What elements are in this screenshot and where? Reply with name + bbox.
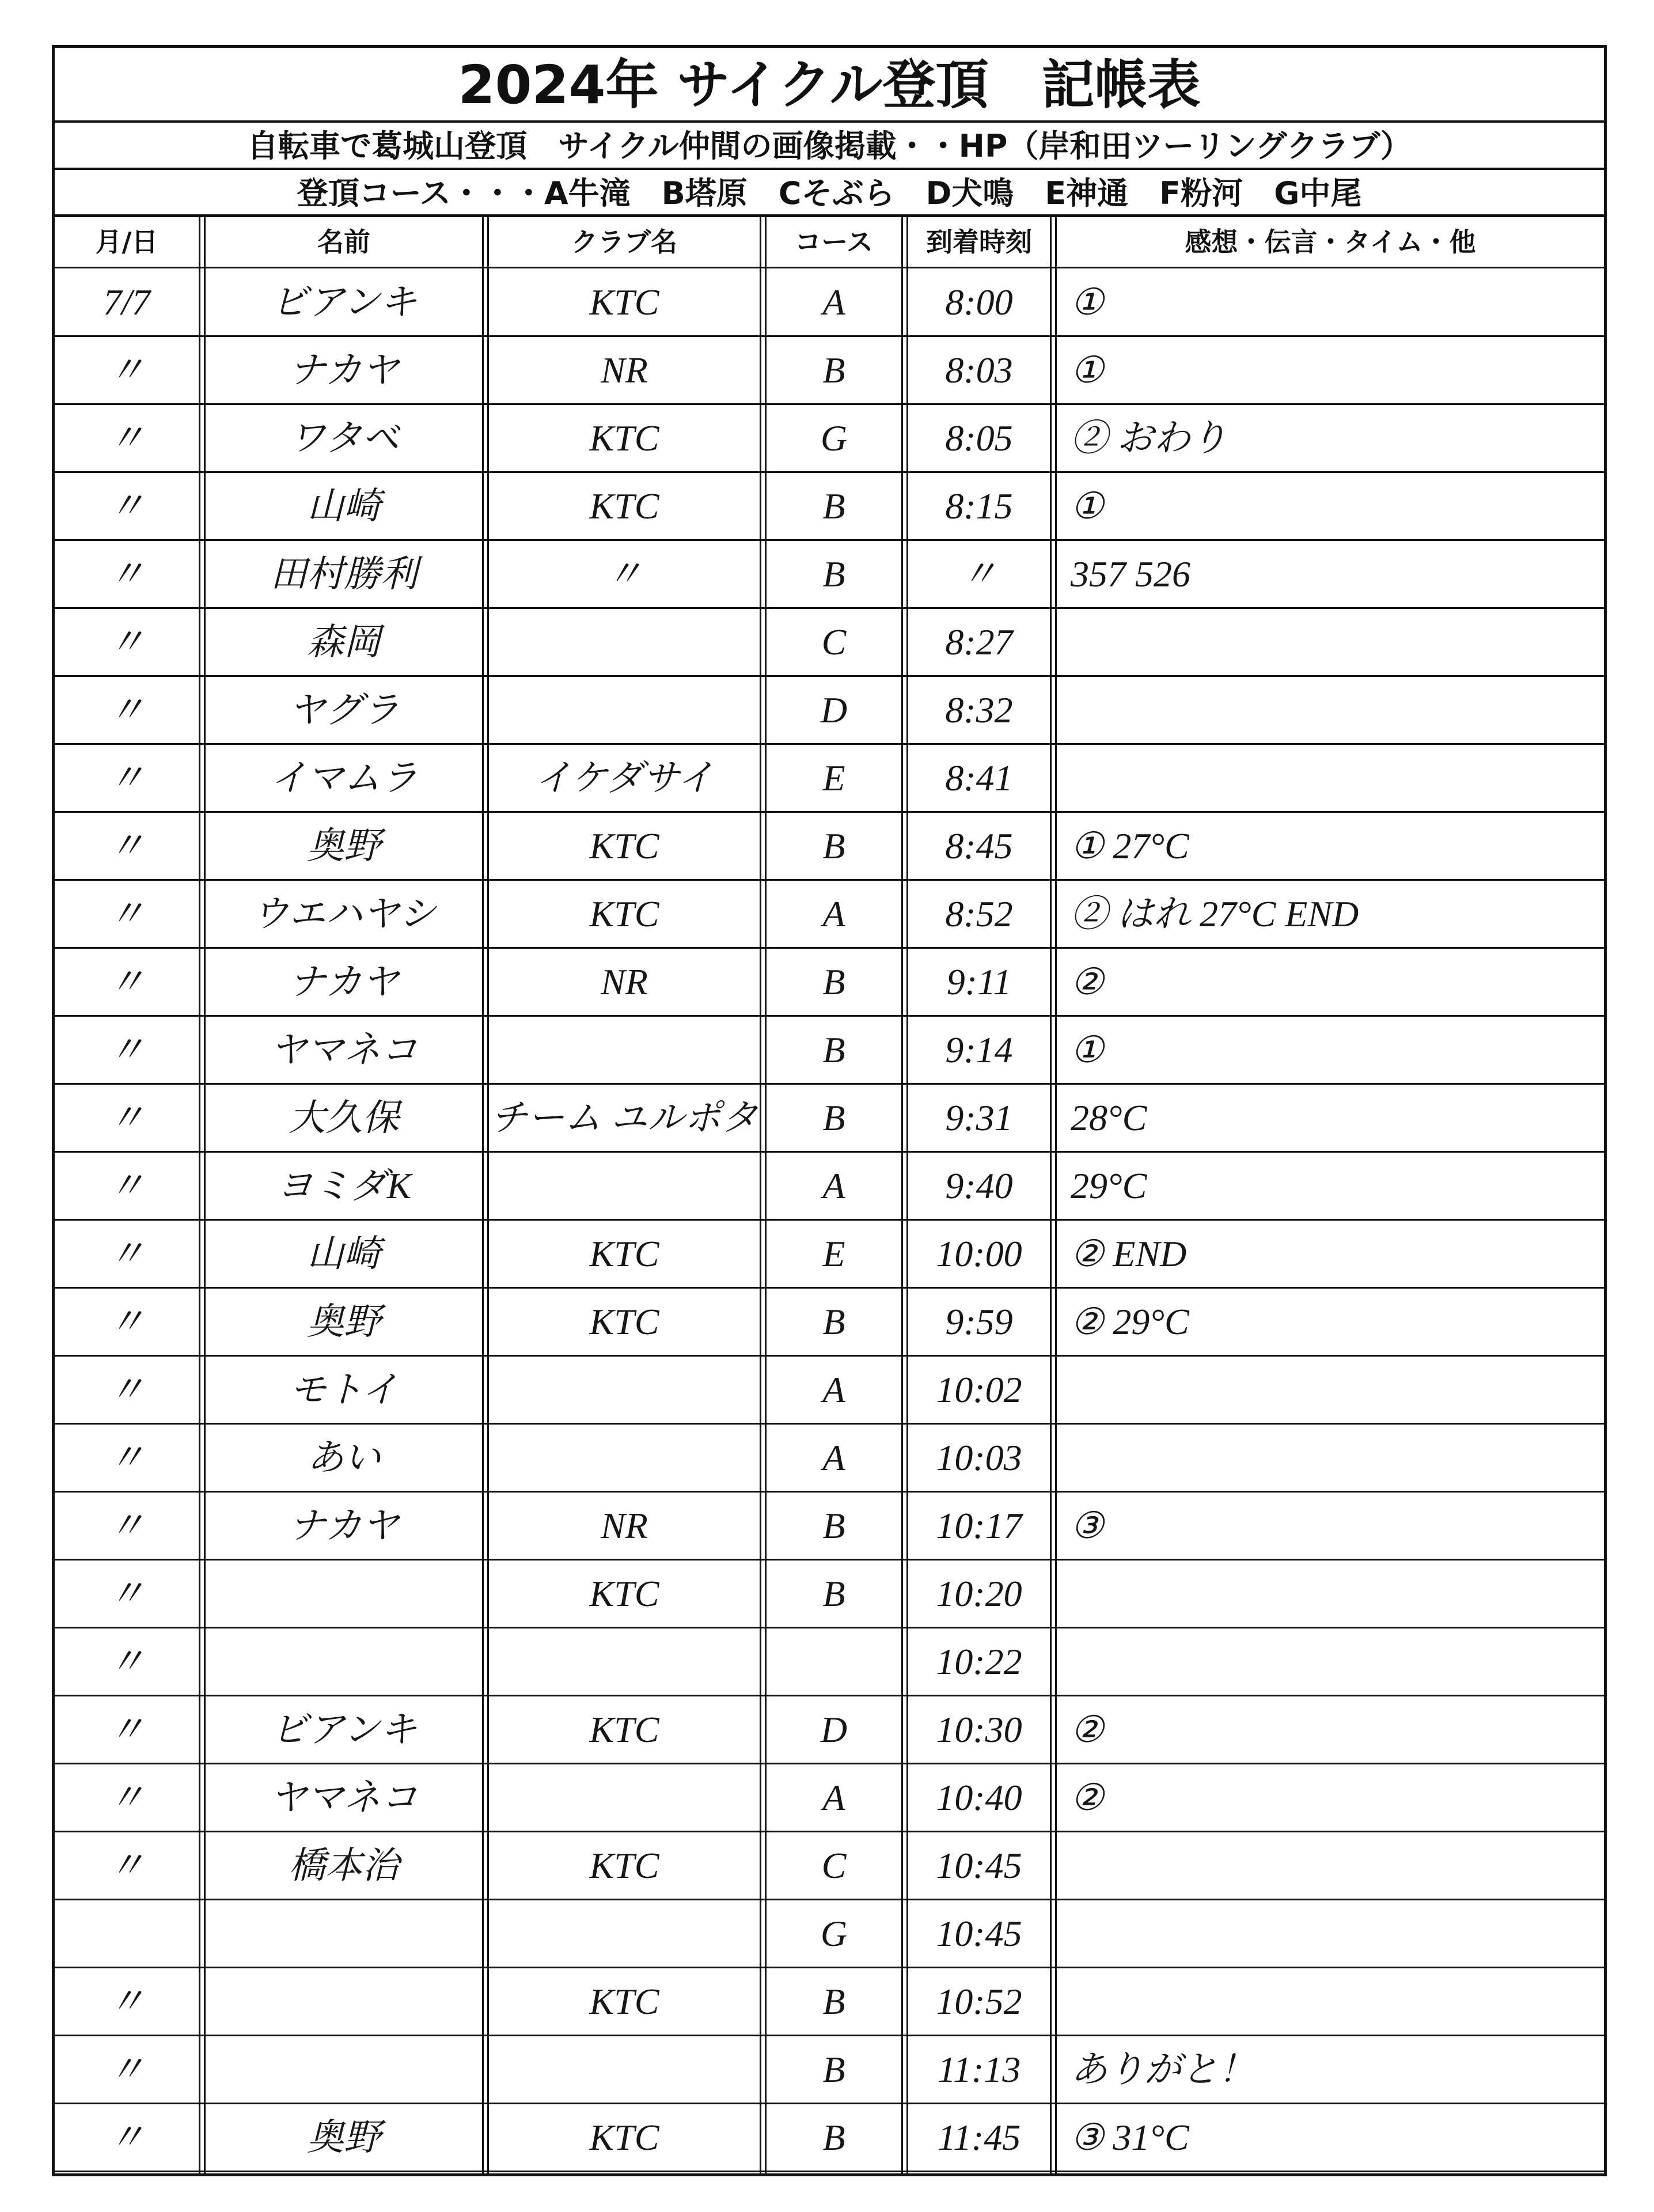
cell-note (1057, 1900, 1604, 1968)
cell-note (1057, 1628, 1604, 1696)
table-row (55, 472, 1604, 540)
table-row (55, 744, 1604, 812)
cell-date: 〃 (108, 2117, 145, 2158)
cell-name (206, 1968, 482, 2036)
cell-time: 10:22 (936, 1641, 1022, 1682)
cell-club (489, 1764, 760, 1832)
cell-course: B (822, 2049, 845, 2090)
cell-time: 8:03 (945, 350, 1013, 391)
cell-course: A (822, 282, 845, 323)
table-row (55, 1696, 1604, 1764)
cell-date: 〃 (108, 2049, 145, 2090)
cell-note (1057, 1968, 1604, 2036)
cell-club: KTC (589, 282, 659, 323)
cell-note (1057, 1832, 1604, 1900)
table-row (55, 812, 1604, 880)
cell-course: B (822, 1981, 845, 2022)
table-row (55, 1832, 1604, 1900)
cell-note: ① (1071, 1029, 1104, 1070)
cell-date: 〃 (108, 1165, 145, 1206)
cell-club (489, 676, 760, 744)
cell-name: ナカヤ (289, 1505, 399, 1546)
cell-time: 10:40 (936, 1777, 1022, 1818)
cell-note: ② おわり (1071, 418, 1227, 459)
cell-date: 〃 (108, 1505, 145, 1546)
table-row (55, 2104, 1604, 2172)
cell-note: ③ 31°C (1071, 2117, 1189, 2158)
cell-name: ビアンキ (271, 1709, 417, 1750)
cell-time: 10:17 (936, 1505, 1022, 1546)
table-row (55, 1220, 1604, 1288)
cell-name: ヤマネコ (270, 1777, 418, 1818)
cell-time: 10:30 (936, 1709, 1022, 1750)
cell-name: 山崎 (307, 1233, 381, 1274)
cell-course: E (822, 1233, 845, 1274)
cell-name: 橋本治 (289, 1845, 399, 1886)
cell-name: モトイ (289, 1369, 399, 1410)
cell-course: A (822, 1369, 845, 1410)
cell-club (489, 1016, 760, 1084)
cell-time: 8:52 (945, 893, 1013, 934)
cell-name (206, 1628, 482, 1696)
table-row (55, 2036, 1604, 2104)
cell-club: KTC (589, 893, 659, 934)
table-row (55, 336, 1604, 404)
cell-note (1057, 1560, 1604, 1628)
cell-club: KTC (589, 2117, 659, 2158)
cell-time: 9:11 (946, 961, 1012, 1002)
cell-club: KTC (589, 1709, 659, 1750)
cell-club: KTC (589, 1845, 659, 1886)
cell-name: 奥野 (307, 2117, 381, 2158)
log-table (55, 217, 1604, 2173)
table-row (55, 1968, 1604, 2036)
cell-note: 357 526 (1071, 554, 1190, 594)
table-row (55, 268, 1604, 336)
cell-club (489, 1152, 760, 1220)
table-row (55, 1492, 1604, 1560)
table-row (55, 540, 1604, 608)
cell-date: 〃 (108, 1845, 145, 1886)
cell-date: 〃 (108, 1981, 145, 2022)
cell-note: ② (1071, 1777, 1104, 1818)
cell-date: 〃 (108, 893, 145, 934)
table-row (55, 1356, 1604, 1424)
cell-name: 奥野 (307, 825, 381, 866)
cell-note (1057, 1424, 1604, 1492)
cell-date: 〃 (108, 1573, 145, 1614)
cell-club: NR (601, 350, 648, 391)
cell-date: 〃 (108, 418, 145, 459)
cell-note: ② (1071, 1709, 1104, 1750)
cell-time: 8:27 (945, 622, 1013, 662)
cell-club: イケダサイ (534, 757, 714, 798)
cell-time: 〃 (961, 554, 997, 594)
cell-date: 〃 (108, 1233, 145, 1274)
table-row (55, 948, 1604, 1016)
cell-time: 9:14 (945, 1029, 1013, 1070)
cell-course: B (822, 1029, 845, 1070)
cell-club: NR (601, 961, 648, 1002)
cell-course: B (822, 1097, 845, 1138)
cell-club: KTC (589, 825, 659, 866)
cell-time: 8:45 (945, 825, 1013, 866)
cell-date: 〃 (108, 1097, 145, 1138)
cell-time: 8:15 (945, 486, 1013, 527)
cell-note: ① (1071, 486, 1104, 527)
cell-name: ナカヤ (289, 350, 399, 391)
cell-date: 〃 (108, 757, 145, 798)
sheet-subtitle: 自転車で葛城山登頂 サイクル仲間の画像掲載・・HP（岸和田ツーリングクラブ） (55, 123, 1604, 170)
cell-name: 山崎 (307, 486, 381, 527)
cell-date: 〃 (108, 825, 145, 866)
cell-time: 10:03 (936, 1437, 1022, 1478)
cell-time: 11:13 (937, 2049, 1021, 2090)
cell-course: A (822, 1437, 845, 1478)
cell-course: B (822, 350, 845, 391)
table-row (55, 404, 1604, 472)
cell-club: KTC (589, 1573, 659, 1614)
cell-time: 9:31 (945, 1097, 1013, 1138)
cell-club: KTC (589, 1233, 659, 1274)
cell-course: B (822, 961, 845, 1002)
cell-course: B (822, 486, 845, 527)
cell-name: 森岡 (307, 622, 381, 662)
cell-time: 10:00 (936, 1233, 1022, 1274)
cell-time: 8:32 (945, 690, 1013, 730)
cell-date: 〃 (108, 1641, 145, 1682)
cell-course: B (822, 825, 845, 866)
cell-name: イマムラ (270, 757, 418, 798)
cell-date: 〃 (108, 690, 145, 730)
cell-club: NR (601, 1505, 648, 1546)
cell-note: ② 29°C (1071, 1301, 1189, 1342)
cell-date: 〃 (108, 1437, 145, 1478)
cell-name: ビアンキ (271, 282, 417, 323)
table-row (55, 608, 1604, 676)
cell-course: A (822, 1165, 845, 1206)
cell-course: B (822, 554, 845, 594)
column-header-club: クラブ名 (571, 226, 677, 257)
cell-note (1057, 744, 1604, 812)
cell-name: 奥野 (307, 1301, 381, 1342)
cell-time: 9:40 (945, 1165, 1013, 1206)
table-row (55, 1288, 1604, 1356)
course-legend: 登頂コース・・・A牛滝 B塔原 Cそぶら D犬鳴 E神通 F粉河 G中尾 (55, 170, 1604, 217)
cell-date: 7/7 (103, 282, 150, 323)
column-header-notes: 感想・伝言・タイム・他 (1185, 226, 1476, 257)
column-header-course: コース (795, 226, 873, 257)
cell-date: 〃 (108, 350, 145, 391)
column-header-time: 到着時刻 (926, 226, 1032, 257)
cell-date: 〃 (108, 1369, 145, 1410)
cell-note: ① (1071, 350, 1104, 391)
cell-name: あい (307, 1437, 381, 1478)
cell-course: A (822, 1777, 845, 1818)
cell-name (206, 2036, 482, 2104)
cell-note: ② (1071, 961, 1104, 1002)
cell-name: ヤマネコ (270, 1029, 418, 1070)
cell-time: 10:20 (936, 1573, 1022, 1614)
cell-note (1057, 1356, 1604, 1424)
sheet-title: 2024年 サイクル登頂 記帳表 (55, 48, 1604, 123)
cell-date: 〃 (108, 554, 145, 594)
table-row (55, 1764, 1604, 1832)
cell-date (55, 1900, 199, 1968)
cell-club: 〃 (606, 554, 643, 594)
cell-club (489, 608, 760, 676)
cell-time: 11:45 (937, 2117, 1021, 2158)
log-sheet (52, 45, 1607, 2176)
column-header-date: 月/日 (95, 226, 158, 257)
cell-note: ② END (1071, 1233, 1187, 1274)
cell-time: 8:41 (945, 757, 1013, 798)
table-row (55, 1424, 1604, 1492)
cell-club: KTC (589, 1301, 659, 1342)
cell-course: C (821, 622, 847, 662)
cell-club (489, 1628, 760, 1696)
cell-course (767, 1628, 901, 1696)
table-row (55, 1560, 1604, 1628)
cell-club: KTC (589, 1981, 659, 2022)
cell-course: B (822, 2117, 845, 2158)
cell-course: C (821, 1845, 847, 1886)
cell-name: ワタベ (289, 418, 399, 459)
cell-time: 10:45 (936, 1845, 1022, 1886)
cell-note: ③ (1071, 1505, 1104, 1546)
cell-note: ② はれ 27°C END (1071, 893, 1359, 934)
cell-date: 〃 (108, 1029, 145, 1070)
cell-course: D (820, 690, 848, 730)
table-row (55, 1084, 1604, 1152)
cell-club (489, 1356, 760, 1424)
column-header-name: 名前 (317, 226, 370, 257)
cell-note: 29°C (1071, 1165, 1147, 1206)
cell-course: D (820, 1709, 848, 1750)
cell-name: 田村勝利 (270, 554, 418, 594)
table-row (55, 880, 1604, 948)
cell-name: ウエハヤシ (252, 893, 436, 934)
cell-club (489, 2036, 760, 2104)
cell-note (1057, 676, 1604, 744)
table-row (55, 1900, 1604, 1968)
cell-name: 大久保 (289, 1097, 399, 1138)
cell-course: G (820, 1913, 848, 1954)
cell-time: 10:52 (936, 1981, 1022, 2022)
cell-name: ナカヤ (289, 961, 399, 1002)
cell-time: 9:59 (945, 1301, 1013, 1342)
cell-name: ヨミダK (276, 1165, 412, 1206)
cell-date: 〃 (108, 622, 145, 662)
table-row (55, 1152, 1604, 1220)
cell-note (1057, 608, 1604, 676)
cell-course: B (822, 1301, 845, 1342)
cell-course: B (822, 1505, 845, 1546)
cell-name (206, 1900, 482, 1968)
cell-course: A (822, 893, 845, 934)
cell-club: KTC (589, 486, 659, 527)
cell-club (489, 1424, 760, 1492)
cell-date: 〃 (108, 961, 145, 1002)
cell-note: 28°C (1071, 1097, 1147, 1138)
cell-date: 〃 (108, 1709, 145, 1750)
cell-note: ① 27°C (1071, 825, 1189, 866)
cell-time: 8:00 (945, 282, 1013, 323)
cell-date: 〃 (108, 1301, 145, 1342)
cell-club: KTC (589, 418, 659, 459)
cell-note: ① (1071, 282, 1104, 323)
cell-date: 〃 (108, 486, 145, 527)
cell-name (206, 1560, 482, 1628)
cell-club: チーム ユルポタ (491, 1097, 758, 1138)
cell-date: 〃 (108, 1777, 145, 1818)
cell-course: G (820, 418, 848, 459)
table-row (55, 1628, 1604, 1696)
cell-name: ヤグラ (289, 690, 399, 730)
cell-club (489, 1900, 760, 1968)
cell-course: E (822, 757, 845, 798)
cell-time: 8:05 (945, 418, 1013, 459)
table-row (55, 1016, 1604, 1084)
cell-time: 10:45 (936, 1913, 1022, 1954)
cell-time: 10:02 (936, 1369, 1022, 1410)
table-row (55, 676, 1604, 744)
row-rule (55, 2171, 1604, 2172)
cell-note: ありがと！ (1071, 2049, 1255, 2090)
cell-course: B (822, 1573, 845, 1614)
